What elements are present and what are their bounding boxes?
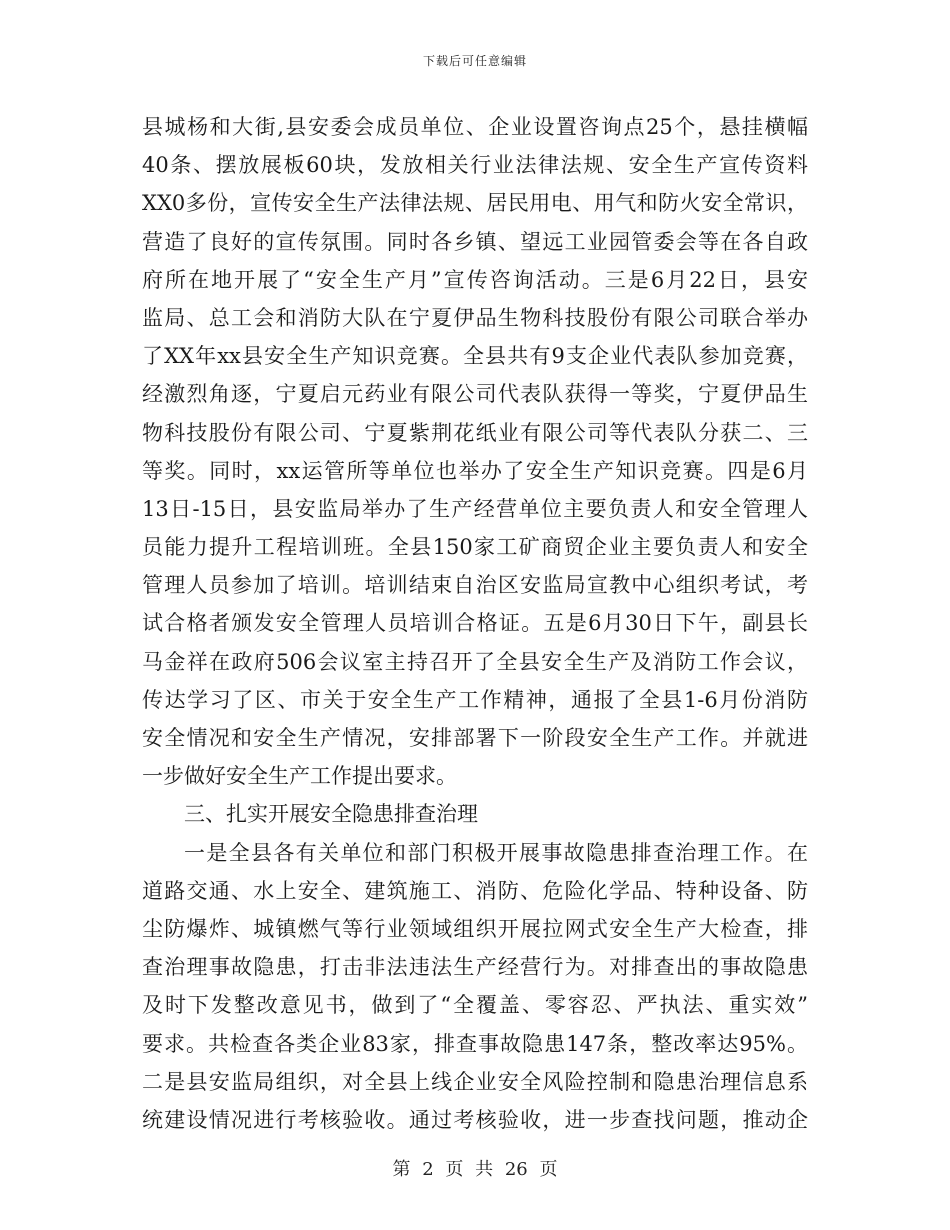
text-line: 试合格者颁发安全管理人员培训合格证。五是6月30日下午，副县长	[142, 611, 808, 636]
text-line: 要求。共检查各类企业83家，排查事故隐患147条，整改率达95%。	[142, 1031, 808, 1056]
text-line: 13日-15日，县安监局举办了生产经营单位主要负责人和安全管理人	[142, 496, 808, 521]
text-line: 传达学习了区、市关于安全生产工作精神，通报了全县1-6月份消防	[142, 687, 808, 712]
text-line: 府所在地开展了“安全生产月”宣传咨询活动。三是6月22日，县安	[142, 267, 808, 292]
section-heading: 三、扎实开展安全隐患排查治理	[184, 802, 478, 827]
text-line: 员能力提升工程培训班。全县150家工矿商贸企业主要负责人和安全	[142, 535, 808, 560]
text-line: 等奖。同时，xx运管所等单位也举办了安全生产知识竞赛。四是6月	[142, 458, 808, 483]
text-line: 经激烈角逐，宁夏启元药业有限公司代表队获得一等奖，宁夏伊品生	[142, 382, 808, 407]
text-line: XX0多份，宣传安全生产法律法规、居民用电、用气和防火安全常识，	[142, 191, 808, 216]
document-body	[142, 108, 808, 1139]
text-line: 道路交通、水上安全、建筑施工、消防、危险化学品、特种设备、防	[142, 878, 808, 903]
text-line: 及时下发整改意见书，做到了“全覆盖、零容忍、严执法、重实效”	[142, 993, 808, 1018]
text-line: 县城杨和大街,县安委会成员单位、企业设置咨询点25个，悬挂横幅	[142, 115, 808, 139]
text-line: 物科技股份有限公司、宁夏紫荆花纸业有限公司等代表队分获二、三	[142, 420, 808, 445]
text-line: 二是县安监局组织，对全县上线企业安全风险控制和隐患治理信息系	[142, 1069, 808, 1094]
page-number-footer: 第 2 页 共 26 页	[392, 1159, 558, 1180]
text-line: 营造了良好的宣传氛围。同时各乡镇、望远工业园管委会等在各自政	[142, 229, 808, 254]
text-line: 统建设情况进行考核验收。通过考核验收，进一步查找问题，推动企	[142, 1107, 808, 1132]
text-line: 查治理事故隐患，打击非法违法生产经营行为。对排查出的事故隐患	[142, 955, 808, 980]
text-line: 了XX年xx县安全生产知识竞赛。全县共有9支企业代表队参加竞赛，	[142, 344, 808, 369]
page-header: 下载后可任意编辑	[422, 54, 527, 68]
text-line: 安全情况和安全生产情况，安排部署下一阶段安全生产工作。并就进	[142, 726, 808, 750]
text-line: 40条、摆放展板60块，发放相关行业法律法规、安全生产宣传资料	[142, 153, 808, 178]
text-line: 一是全县各有关单位和部门积极开展事故隐患排查治理工作。在	[184, 840, 808, 865]
text-line: 尘防爆炸、城镇燃气等行业领域组织开展拉网式安全生产大检查，排	[142, 916, 808, 941]
text-line: 管理人员参加了培训。培训结束自治区安监局宣教中心组织考试，考	[142, 573, 808, 598]
text-line: 监局、总工会和消防大队在宁夏伊品生物科技股份有限公司联合举办	[142, 305, 808, 330]
text-line: 一步做好安全生产工作提出要求。	[142, 764, 457, 789]
text-line: 马金祥在政府506会议室主持召开了全县安全生产及消防工作会议，	[142, 649, 808, 674]
